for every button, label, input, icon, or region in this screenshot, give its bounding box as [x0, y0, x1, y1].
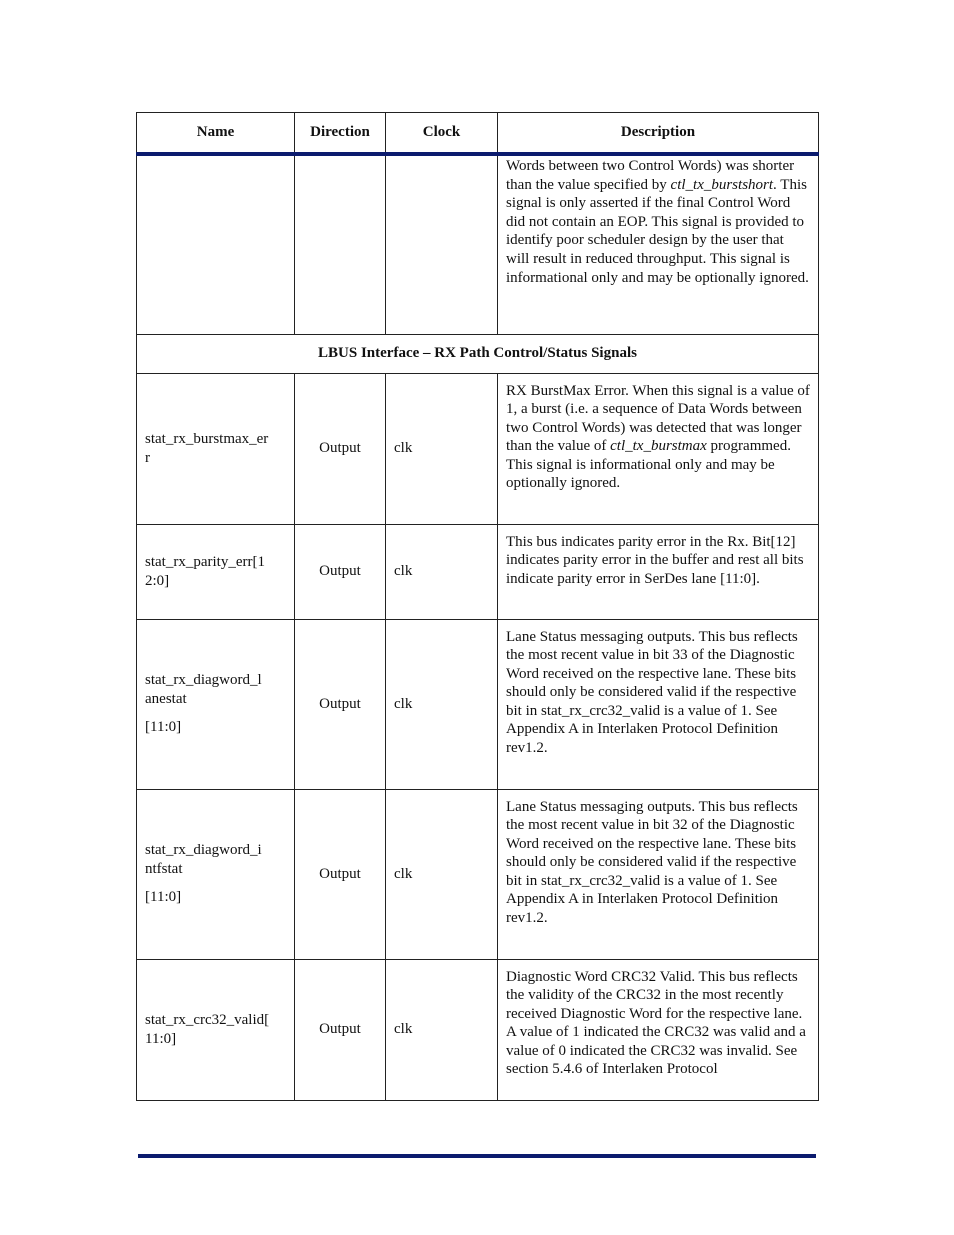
cell-clock: clk	[386, 619, 498, 789]
cell-description: Diagnostic Word CRC32 Valid. This bus reflects the validity of the CRC32 in the most recently received Diagnostic Word for the respective lane. A value of 1 indicated the CRC32 was valid and a value of 0 indicated the CRC32 was invalid. See section 5.4.6 of Interlaken Protocol	[498, 959, 819, 1100]
cell-name: stat_rx_diagword_l anestat [11:0]	[137, 619, 295, 789]
header-direction: Direction	[295, 113, 386, 155]
cell-clock: clk	[386, 373, 498, 524]
cell-direction: Output	[295, 373, 386, 524]
cell-description: This bus indicates parity error in the Rx. Bit[12] indicates parity error in the buffer and rest all bits indicate parity error in SerDes lane [11:0].	[498, 524, 819, 619]
table-row	[137, 619, 819, 789]
signal-table	[136, 112, 819, 1101]
cell-description: Lane Status messaging outputs. This bus reflects the most recent value in bit 32 of the Diagnostic Word received on the respective lane. These bits should only be considered valid if the respective bit in stat_rx_crc32_valid is a value of 1. See Appendix A in Interlaken Protocol Definition rev1.2.	[498, 789, 819, 959]
table-row	[137, 959, 819, 1100]
cell-direction: Output	[295, 959, 386, 1100]
cell-clock: clk	[386, 524, 498, 619]
cell-clock: clk	[386, 789, 498, 959]
header-name: Name	[137, 113, 295, 155]
cell-name: stat_rx_diagword_i ntfstat [11:0]	[137, 789, 295, 959]
cell-description: RX BurstMax Error. When this signal is a value of 1, a burst (i.e. a sequence of Data Words between two Control Words) was detected that was longer than the value of ctl_tx_burstmax programmed. This signal is informational only and may be optionally ignored.	[498, 373, 819, 524]
section-title: LBUS Interface – RX Path Control/Status Signals	[137, 334, 819, 373]
cell-direction: Output	[295, 524, 386, 619]
cell-name	[137, 154, 295, 334]
cell-direction	[295, 154, 386, 334]
table-row	[137, 789, 819, 959]
header-clock: Clock	[386, 113, 498, 155]
signal-ref: ctl_tx_burstshort	[670, 176, 774, 193]
cell-description: Lane Status messaging outputs. This bus reflects the most recent value in bit 33 of the Diagnostic Word received on the respective lane. These bits should only be considered valid if the respective bit in stat_rx_crc32_valid is a value of 1. See Appendix A in Interlaken Protocol Definition rev1.2.	[498, 619, 819, 789]
cell-direction: Output	[295, 789, 386, 959]
cell-description: Words between two Control Words) was shorter than the value specified by ctl_tx_burstshort. This signal is only asserted if the final Control Word did not contain an EOP. This signal is provided to identify poor scheduler design by the user that will result in reduced throughput. This signal is informational only and may be optionally ignored.	[498, 154, 819, 334]
cell-name: stat_rx_crc32_valid[ 11:0]	[137, 959, 295, 1100]
cell-clock: clk	[386, 959, 498, 1100]
cell-name: stat_rx_parity_err[1 2:0]	[137, 524, 295, 619]
signal-ref: ctl_tx_burstmax	[610, 438, 707, 455]
header-description: Description	[498, 113, 819, 155]
table-row	[137, 373, 819, 524]
table-header-row	[137, 113, 819, 155]
section-row	[137, 334, 819, 373]
cell-clock	[386, 154, 498, 334]
cell-name: stat_rx_burstmax_er r	[137, 373, 295, 524]
cell-direction: Output	[295, 619, 386, 789]
footer-rule	[138, 1154, 816, 1158]
table-row-continuation	[137, 154, 819, 334]
table-row	[137, 524, 819, 619]
